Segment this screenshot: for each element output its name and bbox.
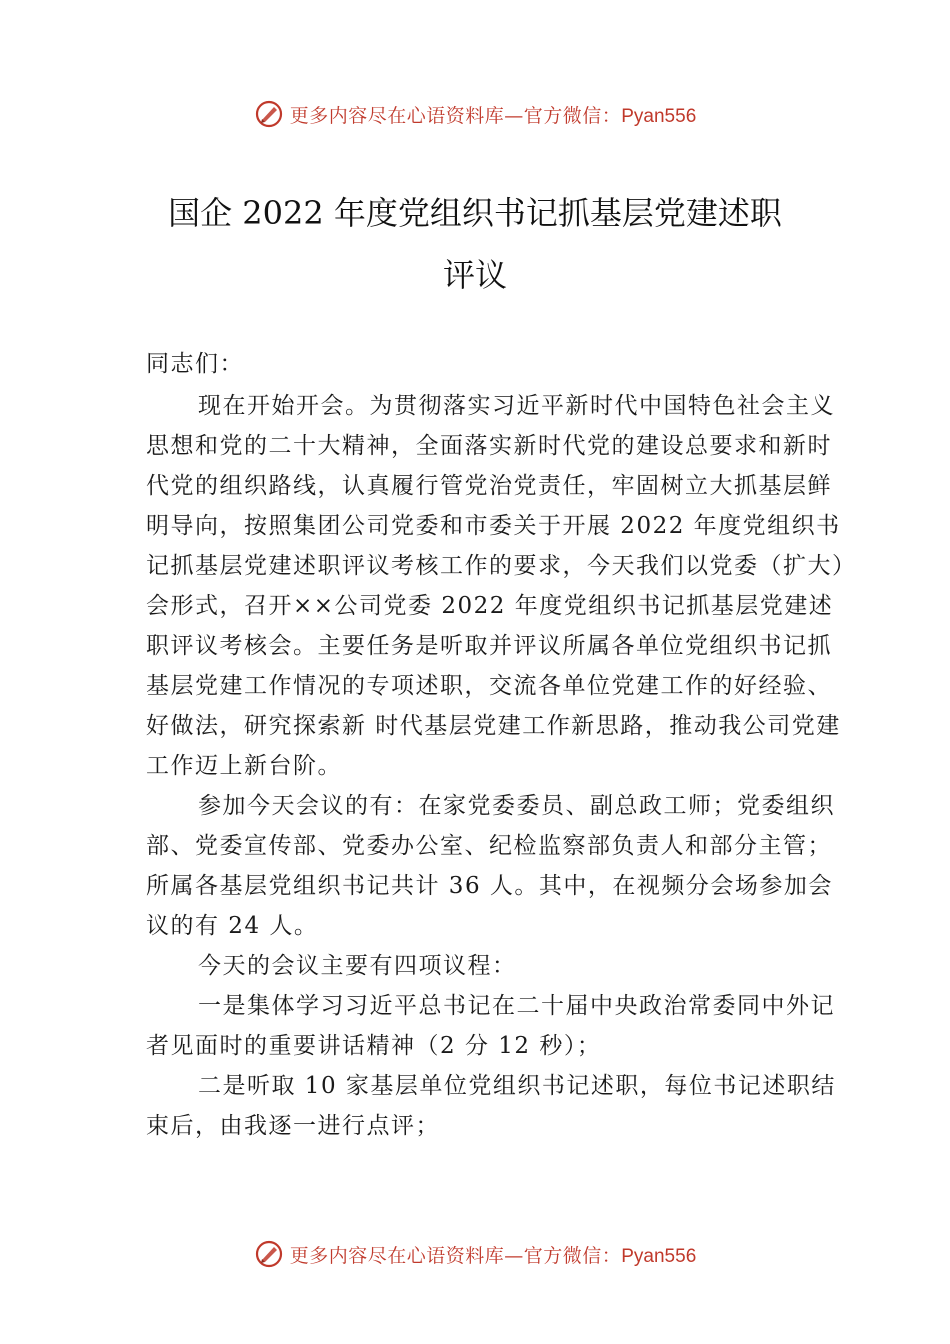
seal-logo-icon: [254, 99, 284, 129]
paragraph-attendees: 参加今天会议的有：在家党委委员、副总政工师；党委组织部、党委宣传部、党委办公室、纪检监察部负责人和部分主管；所属各基层党组织书记共计 36 人。其中，在视频分会场参加会议的有 24 人。: [146, 793, 835, 939]
greeting: 同志们：: [146, 351, 244, 377]
watermark-handle: Pyan556: [621, 1245, 697, 1267]
footer-watermark: [0, 1236, 950, 1272]
document-body: [146, 344, 846, 1146]
paragraph-agenda-item-1: 一是集体学习习近平总书记在二十届中央政治常委同中外记者见面时的重要讲话精神（2 分 12 秒）；: [146, 993, 835, 1059]
paragraph-agenda-intro: 今天的会议主要有四项议程：: [198, 953, 517, 979]
title-line-2: 评议: [442, 256, 507, 294]
title-line-1: 国企 2022 年度党组织书记抓基层党建述职: [168, 194, 782, 232]
header-watermark: [0, 96, 950, 132]
watermark-text: 更多内容尽在心语资料库—官方微信：Pyan556: [289, 104, 697, 127]
paragraph-agenda-item-2: 二是听取 10 家基层单位党组织书记述职，每位书记述职结束后，由我逐一进行点评；: [146, 1073, 836, 1139]
document-title: [100, 182, 850, 306]
paragraph-opening: 现在开始开会。为贯彻落实习近平新时代中国特色社会主义思想和党的二十大精神，全面落实新时代党的建设总要求和新时代党的组织路线，认真履行管党治党责任，牢固树立大抓基层鲜明导向，按照集团公司党委和市委关于开展 2022 年度党组织书记抓基层党建述职评议考核工作的要求，今天我们以党委（扩大）会形式，召开××公司党委 2022 年度党组织书记抓基层党建述职评议考核会。主要任务是听取并评议所属各单位党组织书记抓基层党建工作情况的专项述职，交流各单位党建工作的好经验、好做法，研究探索新 时代基层党建工作新思路，推动我公司党建工作迈上新台阶。: [146, 393, 845, 779]
watermark-handle: Pyan556: [621, 105, 697, 127]
seal-logo-icon: [254, 1239, 284, 1269]
watermark-text: 更多内容尽在心语资料库—官方微信：Pyan556: [289, 1244, 697, 1267]
